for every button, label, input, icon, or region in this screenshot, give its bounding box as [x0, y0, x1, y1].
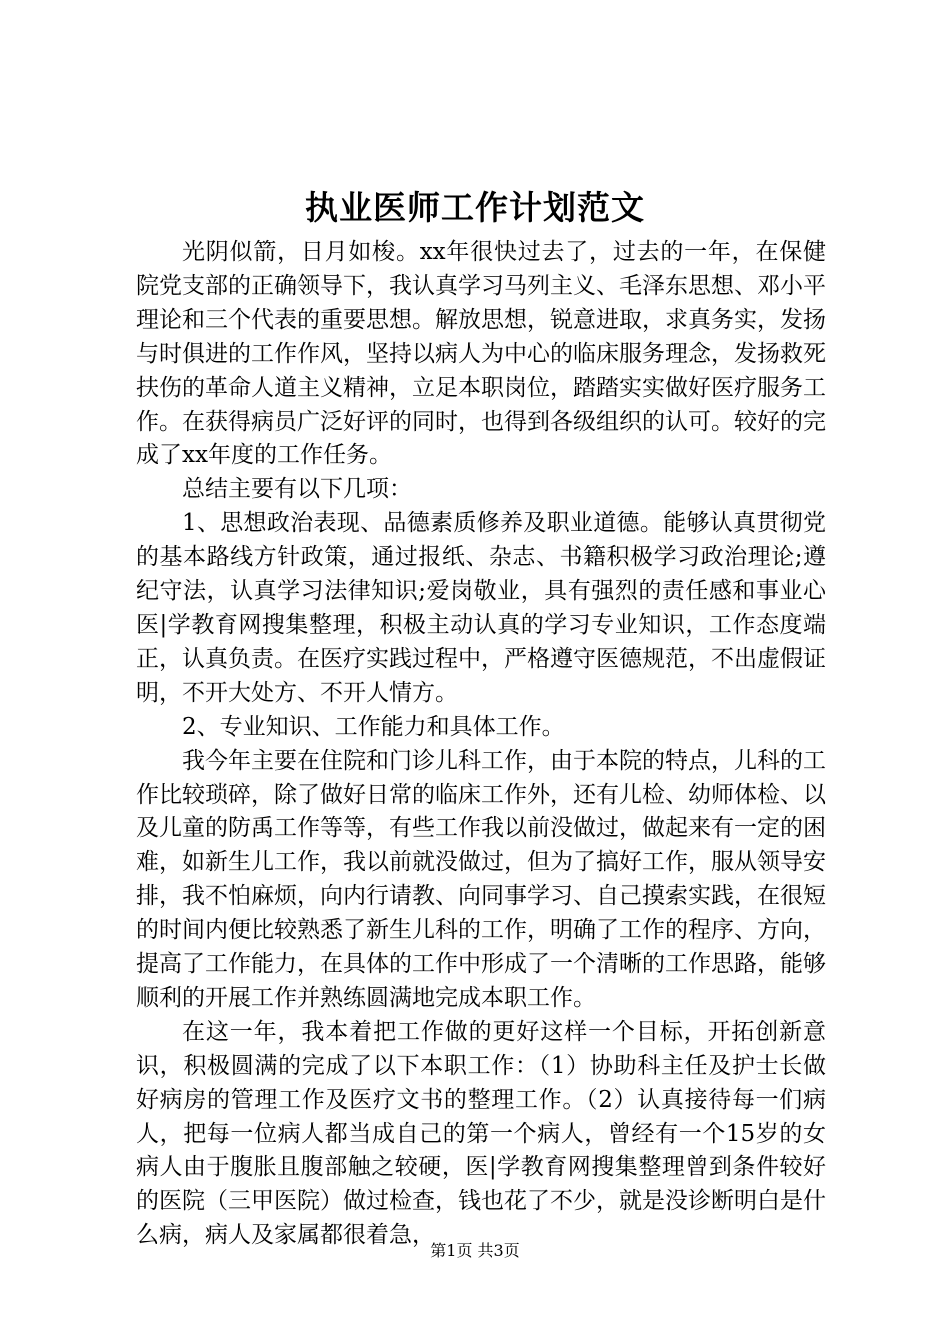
- paragraph-item-2-heading: 2、专业知识、工作能力和具体工作。: [182, 713, 565, 740]
- paragraph-pediatrics-work: 我今年主要在住院和门诊儿科工作，由于本院的特点，儿科的工作比较琐碎，除了做好日常的临床工作外，还有儿检、幼师体检、以及儿童的防禹工作等等，有些工作我以前没做过，做起来有一定的困难，如新生儿工作，我以前就没做过，但为了搞好工作，服从领导安排，我不怕麻烦，向内行请教、向同事学习、自己摸索实践，在很短的时间内便比较熟悉了新生儿科的工作，明确了工作的程序、方向，提高了工作能力，在具体的工作中形成了一个清晰的工作思路，能够顺利的开展工作并熟练圆满地完成本职工作。: [136, 747, 826, 1011]
- document-title: 执业医师工作计划范文: [305, 188, 645, 227]
- paragraph-summary-heading: 总结主要有以下几项：: [182, 476, 412, 503]
- document-body: [136, 236, 826, 1253]
- page-footer: 第1页 共3页: [430, 1241, 520, 1260]
- paragraph-this-year: 在这一年，我本着把工作做的更好这样一个目标，开拓创新意识，积极圆满的完成了以下本职工作：（1）协助科主任及护士长做好病房的管理工作及医疗文书的整理工作。（2）认真接待每一们病人，把每一位病人都当成自己的第一个病人，曾经有一个15岁的女病人由于腹胀且腹部触之较硬，医|学教育网搜集整理曾到条件较好的医院（三甲医院）做过检查，钱也花了不少，就是没诊断明白是什么病，病人及家属都很着急，: [136, 1018, 826, 1249]
- paragraph-intro: 光阴似箭，日月如梭。xx年很快过去了，过去的一年，在保健院党支部的正确领导下，我认真学习马列主义、毛泽东思想、邓小平理论和三个代表的重要思想。解放思想，锐意进取，求真务实，发扬与时俱进的工作作风，坚持以病人为中心的临床服务理念，发扬救死扶伤的革命人道主义精神，立足本职岗位，踏踏实实做好医疗服务工作。在获得病员广泛好评的同时，也得到各级组织的认可。较好的完成了xx年度的工作任务。: [136, 239, 826, 469]
- paragraph-item-1: 1、思想政治表现、品德素质修养及职业道德。能够认真贯彻党的基本路线方针政策，通过报纸、杂志、书籍积极学习政治理论;遵纪守法，认真学习法律知识;爱岗敬业，具有强烈的责任感和事业心医|学教育网搜集整理，积极主动认真的学习专业知识，工作态度端正，认真负责。在医疗实践过程中，严格遵守医德规范，不出虚假证明，不开大处方、不开人情方。: [136, 510, 826, 706]
